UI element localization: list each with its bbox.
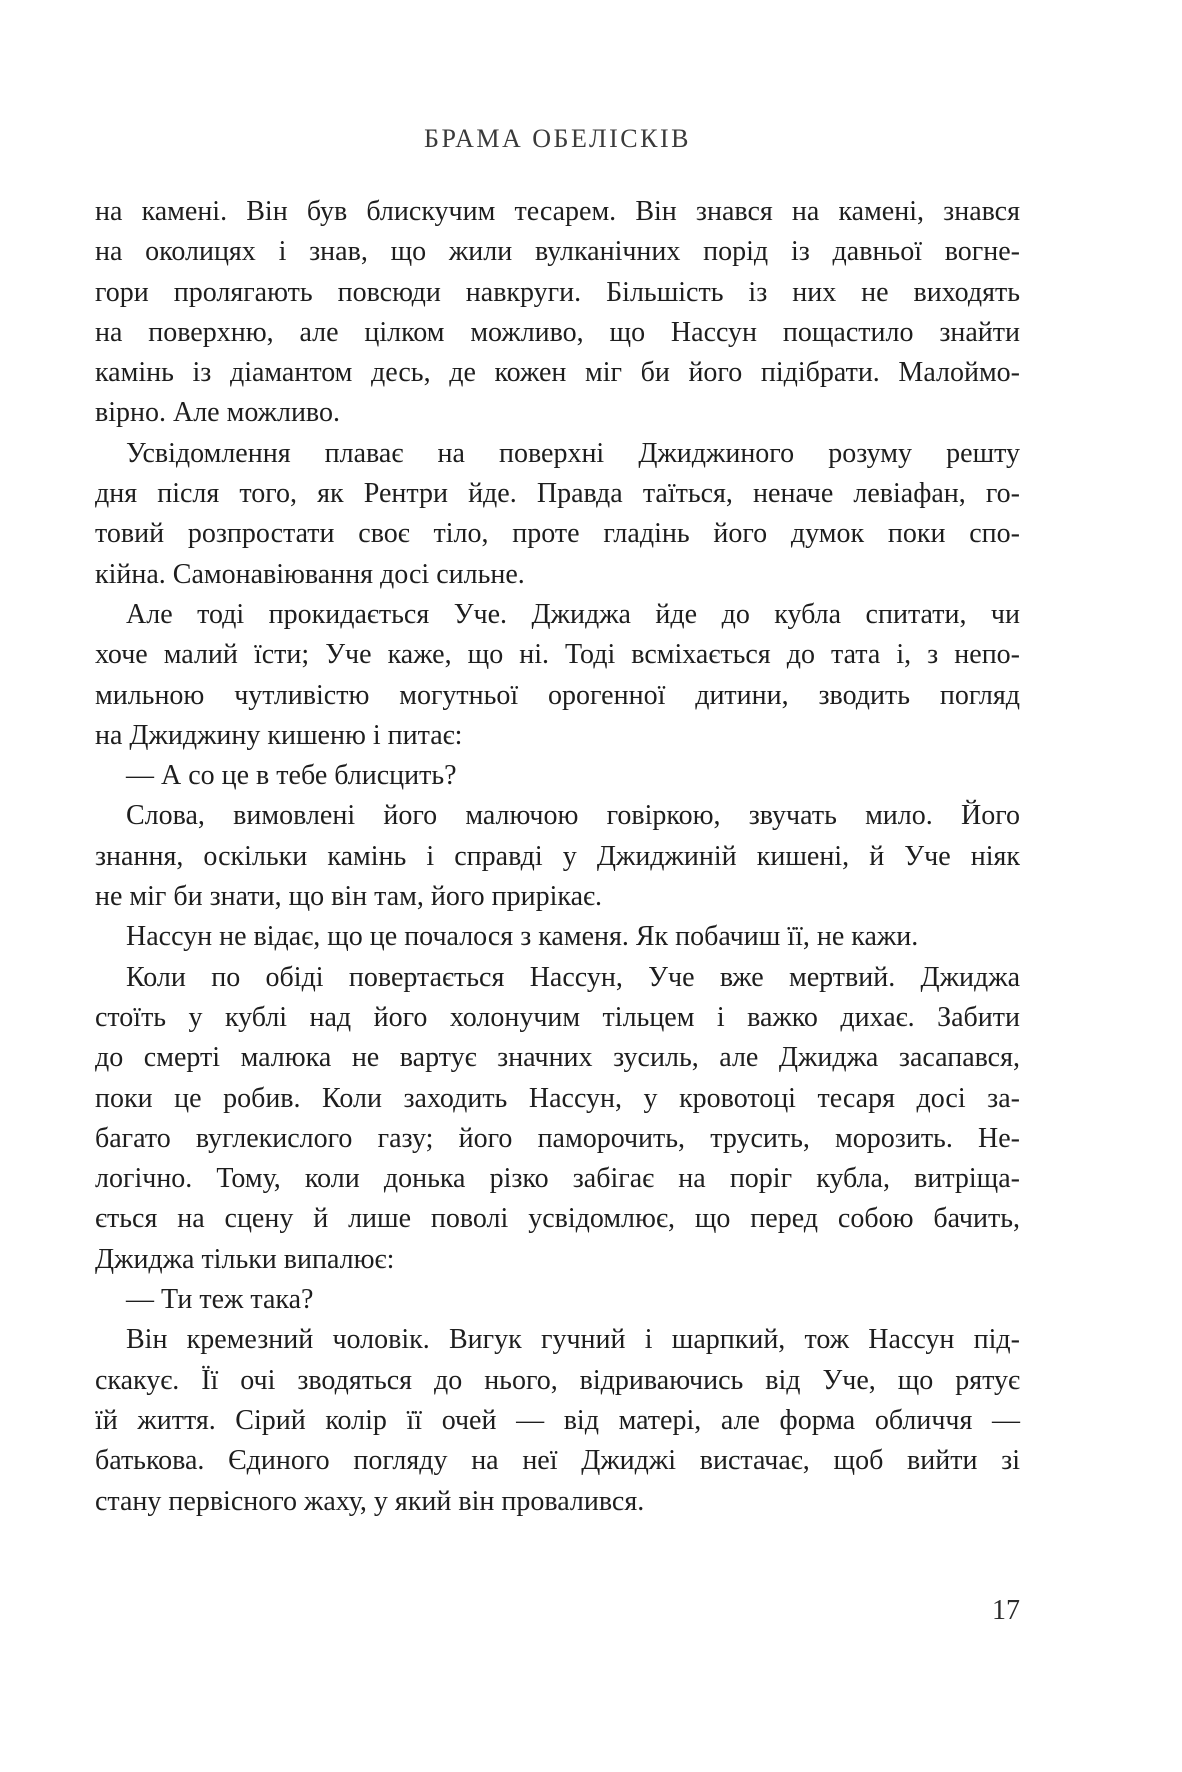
running-head: БРАМА ОБЕЛІСКІВ	[424, 124, 691, 153]
text-line: Нассун не відає, що це почалося з каменя. Як побачиш її, не кажи.	[126, 921, 919, 953]
text-line: камінь із діамантом десь, де кожен міг би його підібрати. Малоймо-	[95, 357, 1020, 389]
text-line: батькова. Єдиного погляду на неї Джиджі вистачає, щоб вийти зі	[95, 1445, 1020, 1477]
text-line: до смерті малюка не вартує значних зусиль, але Джиджа засапався,	[95, 1042, 1020, 1074]
text-line: на Джиджину кишеню і питає:	[95, 719, 463, 751]
paragraph	[95, 595, 1020, 756]
page-text	[95, 192, 1020, 1522]
text-line: стану первісного жаху, у який він провалився.	[95, 1485, 645, 1517]
text-line: ється на сцену й лише поволі усвідомлює, що перед собою бачить,	[95, 1203, 1020, 1235]
text-line: знання, оскільки камінь і справді у Джиджиній кишені, й Уче ніяк	[95, 840, 1020, 872]
text-line: на поверхню, але цілком можливо, що Нассун пощастило знайти	[95, 316, 1020, 348]
text-line: скакує. Її очі зводяться до нього, відриваючись від Уче, що рятує	[95, 1364, 1020, 1396]
text-line: вірно. Але можливо.	[95, 397, 340, 429]
text-line: гори пролягають повсюди навкруги. Більшість із них не виходять	[95, 276, 1020, 308]
text-line: стоїть у кублі над його холонучим тільцем і важко дихає. Забити	[95, 1001, 1020, 1033]
text-line: — Ти теж така?	[126, 1284, 314, 1316]
text-line: дня після того, як Рентри йде. Правда таїться, неначе левіафан, го-	[95, 478, 1020, 510]
dialogue-paragraph	[95, 1280, 1020, 1320]
text-line: не міг би знати, що він там, його прирікає.	[95, 881, 603, 913]
text-line: Але тоді прокидається Уче. Джиджа йде до кубла спитати, чи	[126, 598, 1020, 630]
paragraph	[95, 192, 1020, 434]
text-line: — А со це в тебе блисцить?	[126, 760, 457, 792]
text-line: товий розпростати своє тіло, проте гладінь його думок поки спо-	[95, 518, 1020, 550]
text-line: Усвідомлення плаває на поверхні Джиджиного розуму решту	[126, 437, 1020, 469]
text-line: на камені. Він був блискучим тесарем. Він знався на камені, знався	[95, 196, 1020, 227]
dialogue-paragraph	[95, 756, 1020, 796]
text-line: багато вуглекислого газу; його паморочить, трусить, морозить. Не-	[95, 1122, 1020, 1154]
paragraph	[95, 1320, 1020, 1521]
paragraph	[95, 958, 1020, 1280]
paragraph	[95, 434, 1020, 595]
text-line: мильною чутливістю могутньої орогенної дитини, зводить погляд	[95, 679, 1020, 711]
text-line: на околицях і знав, що жили вулканічних порід із давньої вогне-	[95, 236, 1020, 268]
text-line: хоче малий їсти; Уче каже, що ні. Тоді всміхається до тата і, з непо-	[95, 639, 1020, 671]
text-line: логічно. Тому, коли донька різко забігає на поріг кубла, витріща-	[95, 1163, 1020, 1195]
text-line: поки це робив. Коли заходить Нассун, у кровотоці тесаря досі за-	[95, 1082, 1020, 1114]
text-line: Слова, вимовлені його малючою говіркою, звучать мило. Його	[126, 800, 1020, 832]
text-line: Він кремезний чоловік. Вигук гучний і шарпкий, тож Нассун під-	[126, 1324, 1020, 1356]
page-number: 17	[992, 1595, 1020, 1626]
text-line: Джиджа тільки випалює:	[95, 1243, 395, 1275]
paragraph	[95, 796, 1020, 917]
paragraph	[95, 917, 1020, 957]
text-line: їй життя. Сірий колір її очей — від матері, але форма обличчя —	[95, 1404, 1020, 1436]
text-line: кійна. Самонавіювання досі сильне.	[95, 558, 525, 590]
text-line: Коли по обіді повертається Нассун, Уче вже мертвий. Джиджа	[126, 961, 1020, 993]
